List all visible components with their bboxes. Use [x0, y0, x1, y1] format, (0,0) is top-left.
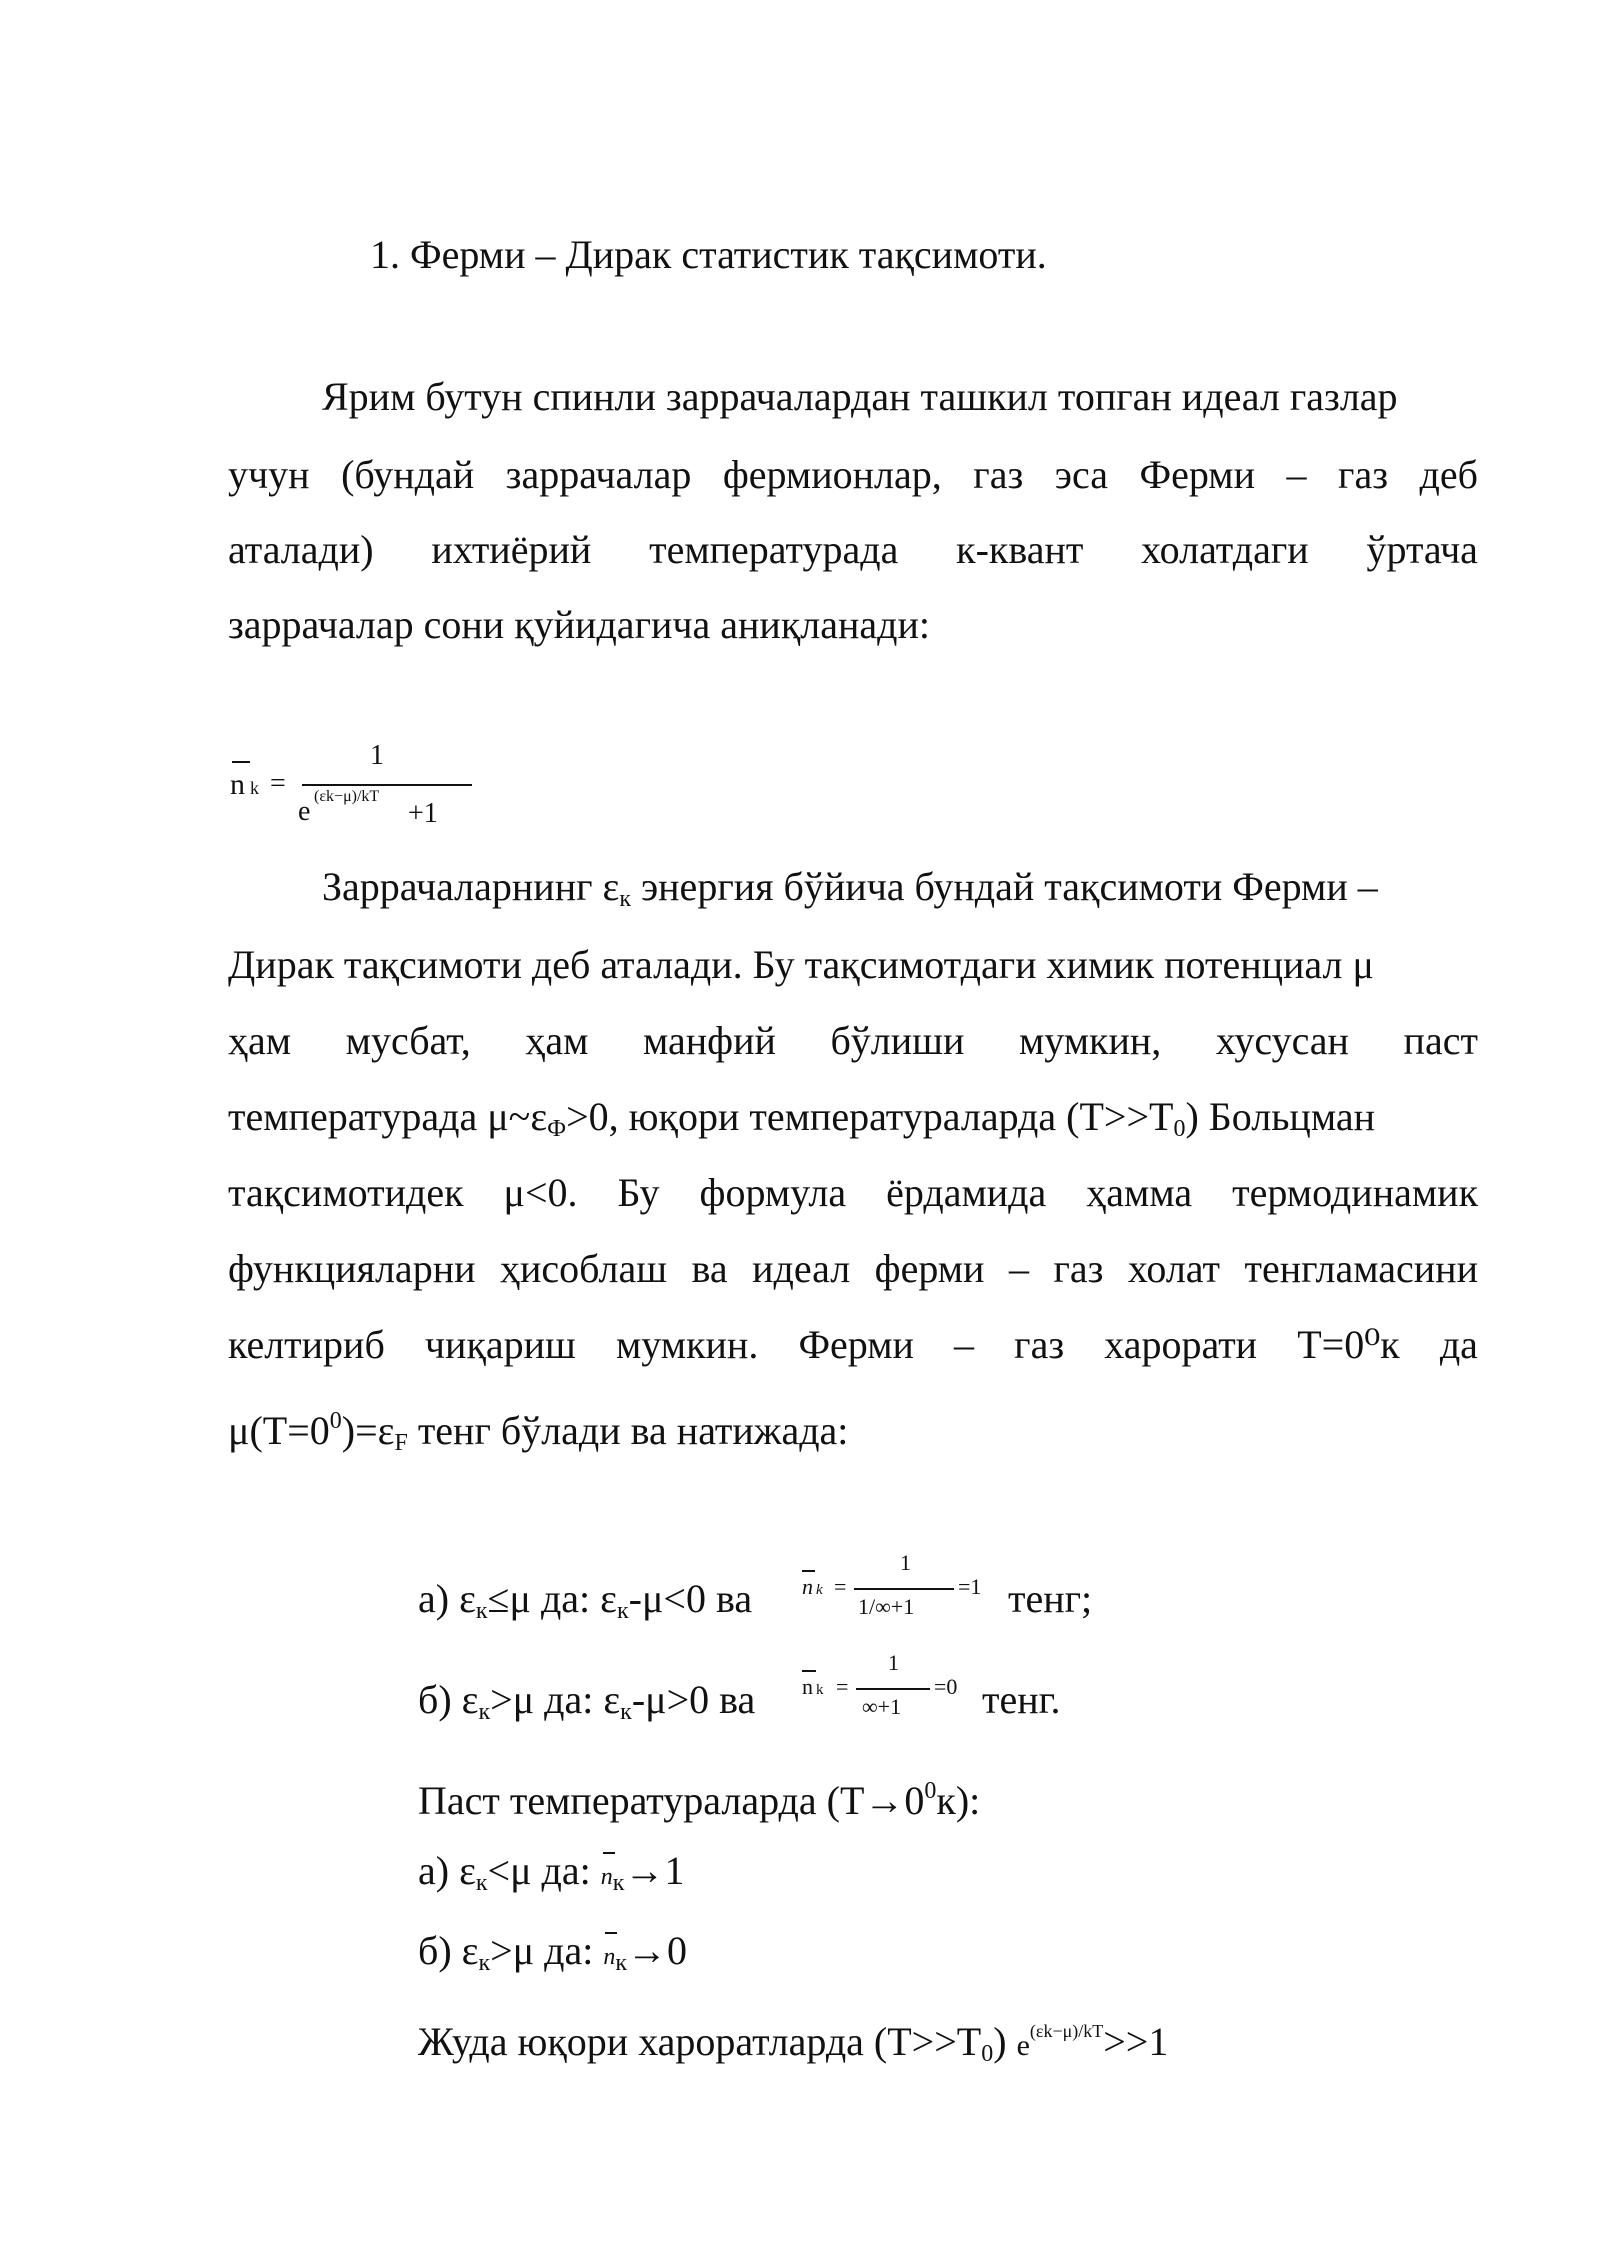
fraction-bar	[302, 784, 472, 786]
word: ферми	[874, 1246, 985, 1291]
word: температурада	[649, 527, 899, 572]
word: чиқариш	[424, 1322, 576, 1367]
para1-line1: Ярим бутун спинли заррачалардан ташкил топган идеал газлар	[322, 374, 1398, 419]
word: газ	[973, 452, 1024, 497]
high-temp-line: Жуда юқори хароратларда $(T>>T_0)$ $e^{(\varepsilon k-\mu)/kT}>>1$	[418, 2019, 1169, 2067]
word: манфий	[642, 1018, 776, 1063]
word: Ферми	[1139, 452, 1255, 497]
word: Бу	[617, 1170, 660, 1215]
word: ёрдамида	[886, 1170, 1047, 1215]
word: идеал	[752, 1246, 851, 1291]
para1-line2	[228, 450, 1478, 500]
word: эса	[1054, 452, 1108, 497]
formula-eq: =	[270, 768, 286, 799]
word: аталади)	[228, 527, 374, 572]
word: газ	[1053, 1246, 1104, 1291]
word: –	[1286, 452, 1307, 497]
word: мумкин.	[615, 1322, 759, 1367]
word: формула	[699, 1170, 847, 1215]
word: термодинамик	[1232, 1170, 1478, 1215]
para2-line2: Дирак тақсимоти деб аталади. Бу тақсимотдаги химик потенциал μ	[228, 942, 1374, 987]
word: T=0⁰к	[1297, 1322, 1400, 1367]
para2-line1: Заррачаларнинг $\varepsilon_к$ энергия бўйича бундай тақсимоти Ферми –	[322, 864, 1378, 912]
formula-lhs-var: n	[230, 768, 245, 801]
word: мусбат,	[345, 1018, 471, 1063]
formula-lhs-sub: k	[250, 778, 259, 798]
word: паст	[1403, 1018, 1478, 1063]
word: заррачалар	[505, 452, 692, 497]
word: да	[1439, 1322, 1478, 1367]
word: к-квант	[956, 527, 1084, 572]
section-title: 1. Ферми – Дирак статистик тақсимоти.	[370, 232, 1047, 277]
fraction-bar	[854, 1588, 954, 1590]
word: ўртача	[1366, 527, 1478, 572]
overbar	[232, 761, 250, 763]
word: келтириб	[228, 1322, 385, 1367]
word: харорати	[1104, 1322, 1258, 1367]
case-a-formula: n k = 1 1/∞+1 =1	[802, 1550, 982, 1619]
word: –	[954, 1322, 975, 1367]
word: мумкин,	[1018, 1018, 1162, 1063]
formula-numerator: 1	[370, 740, 384, 771]
formula-den-base: e	[298, 796, 311, 827]
word: ва	[691, 1246, 728, 1291]
fraction-bar	[856, 1688, 930, 1690]
word: ҳисоблаш	[499, 1246, 668, 1291]
word: газ	[1014, 1322, 1065, 1367]
word: тенгламасини	[1244, 1246, 1478, 1291]
para2-line7	[228, 1320, 1478, 1370]
word: фермионлар,	[722, 452, 942, 497]
word: –	[1008, 1246, 1029, 1291]
word: учун	[228, 452, 310, 497]
para2-line6	[228, 1244, 1478, 1294]
para1-line3	[228, 525, 1478, 575]
word: хусусан	[1215, 1018, 1349, 1063]
para2-line4: температурада $\mu\sim\varepsilon_Ф>0$, юқори температураларда $(T>>T_0)$ Больцман	[228, 1094, 1376, 1142]
overbar	[802, 1670, 816, 1672]
case-b-text: б) $\varepsilon_к>\mu$ да: $\varepsilon_к-\mu>0$ ва	[418, 1677, 756, 1725]
overbar	[603, 1852, 615, 1854]
case-b-formula: n k = 1 ∞+1 =0	[802, 1650, 958, 1719]
word: бўлиши	[830, 1018, 965, 1063]
word: (бундай	[341, 452, 475, 497]
low-temp-case-b: б) $\varepsilon_к>\mu$ да: $n_к\to 0$	[418, 1928, 688, 1976]
formula-den-plus: +1	[408, 798, 438, 829]
word: ҳам	[228, 1018, 292, 1063]
word: газ	[1338, 452, 1388, 497]
low-temp-heading: Паст температураларда $(T\to 0^0к)$:	[418, 1778, 981, 1823]
word: ҳам	[525, 1018, 589, 1063]
case-a-suffix: тенг;	[1008, 1576, 1093, 1621]
para1-line4: заррачалар сони қуйидагича аниқланади:	[228, 602, 930, 647]
overbar	[802, 1570, 815, 1572]
word: деб	[1419, 452, 1478, 497]
case-a-text: а) $\varepsilon_к\le\mu$ да: $\varepsilon_к-\mu<0$ ва	[418, 1576, 753, 1624]
word: Ферми	[798, 1322, 914, 1367]
para2-line5	[228, 1168, 1478, 1218]
word: тақсимотидек	[228, 1170, 464, 1215]
para2-line8: $\mu(T=0^0)=\varepsilon_F$ тенг бўлади ва натижада:	[228, 1408, 849, 1456]
word: ҳамма	[1086, 1170, 1193, 1215]
para2-line3	[228, 1016, 1478, 1066]
word: холатдаги	[1141, 527, 1309, 572]
overbar	[605, 1932, 617, 1934]
word: холат	[1127, 1246, 1220, 1291]
formula-den-exp: (εk−μ)/kT	[314, 788, 380, 805]
word: ихтиёрий	[431, 527, 592, 572]
fermi-dirac-formula	[228, 740, 468, 840]
word: функцияларни	[228, 1246, 476, 1291]
word: μ<0.	[503, 1170, 578, 1215]
low-temp-case-a: а) $\varepsilon_к<\mu$ да: $n_к\to 1$	[418, 1848, 685, 1896]
case-b-suffix: тенг.	[982, 1677, 1061, 1722]
